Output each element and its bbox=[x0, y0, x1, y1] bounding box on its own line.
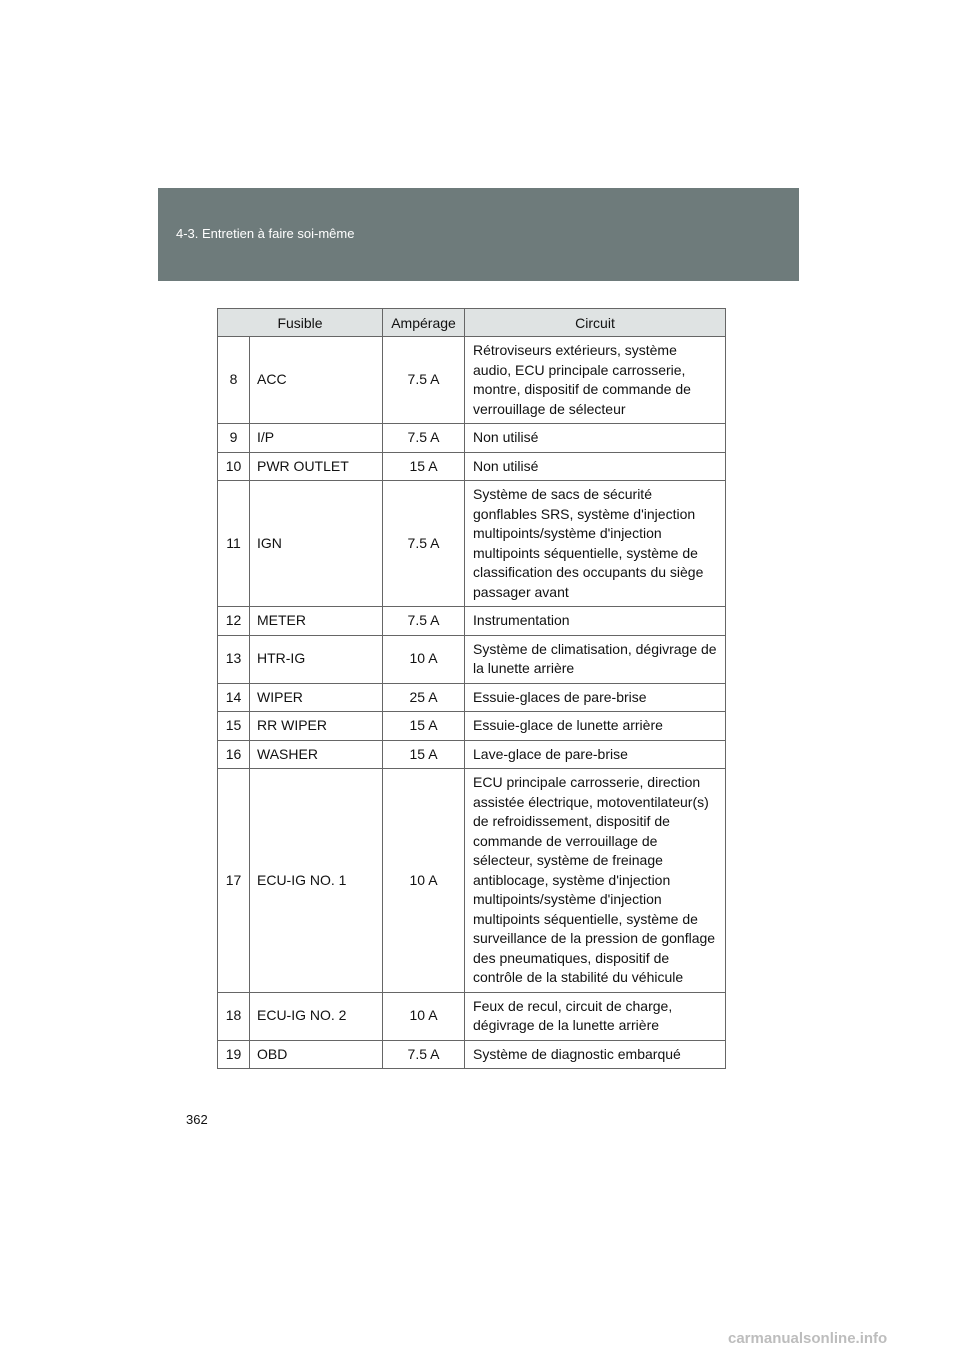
fuse-amperage: 10 A bbox=[383, 769, 465, 993]
table-row bbox=[218, 452, 726, 481]
fuse-circuit: Instrumentation bbox=[465, 607, 726, 636]
fuse-amperage: 7.5 A bbox=[383, 424, 465, 453]
fuse-name: WASHER bbox=[250, 740, 383, 769]
fuse-name: HTR-IG bbox=[250, 635, 383, 683]
fuse-number: 10 bbox=[218, 452, 250, 481]
fuse-amperage: 7.5 A bbox=[383, 481, 465, 607]
fuse-number: 14 bbox=[218, 683, 250, 712]
fuse-amperage: 10 A bbox=[383, 992, 465, 1040]
page-number: 362 bbox=[186, 1112, 208, 1127]
fuse-circuit: Système de sacs de sécurité gonflables SRS, système d'injection multipoints/système d'injection multipoints séquentielle, système de classification des occupants du siège passager avant bbox=[465, 481, 726, 607]
fuse-circuit: Non utilisé bbox=[465, 452, 726, 481]
table-row bbox=[218, 683, 726, 712]
fuse-amperage: 7.5 A bbox=[383, 1040, 465, 1069]
fuse-name: PWR OUTLET bbox=[250, 452, 383, 481]
header-fuse: Fusible bbox=[218, 309, 383, 337]
fuse-name: WIPER bbox=[250, 683, 383, 712]
fuse-name: ECU-IG NO. 2 bbox=[250, 992, 383, 1040]
fuse-name: METER bbox=[250, 607, 383, 636]
fuse-circuit: Feux de recul, circuit de charge, dégivrage de la lunette arrière bbox=[465, 992, 726, 1040]
fuse-circuit: ECU principale carrosserie, direction assistée électrique, motoventilateur(s) de refroidissement, dispositif de commande de verrouillage de sélecteur, système de freinage antiblocage, système d'injection multipoints/système d'injection multipoints séquentielle, système de surveillance de la pression de gonflage des pneumatiques, dispositif de contrôle de la stabilité du véhicule bbox=[465, 769, 726, 993]
table-row bbox=[218, 1040, 726, 1069]
fuse-circuit: Lave-glace de pare-brise bbox=[465, 740, 726, 769]
fuse-amperage: 25 A bbox=[383, 683, 465, 712]
fuse-circuit: Système de climatisation, dégivrage de la lunette arrière bbox=[465, 635, 726, 683]
fuse-circuit: Rétroviseurs extérieurs, système audio, ECU principale carrosserie, montre, dispositif de commande de verrouillage de sélecteur bbox=[465, 337, 726, 424]
fuse-name: IGN bbox=[250, 481, 383, 607]
fuse-name: RR WIPER bbox=[250, 712, 383, 741]
table-header-row bbox=[218, 309, 726, 337]
fuse-circuit: Essuie-glace de lunette arrière bbox=[465, 712, 726, 741]
fuse-number: 12 bbox=[218, 607, 250, 636]
table-row bbox=[218, 740, 726, 769]
fuse-number: 13 bbox=[218, 635, 250, 683]
fuse-name: ACC bbox=[250, 337, 383, 424]
fuse-amperage: 15 A bbox=[383, 452, 465, 481]
watermark: carmanualsonline.info bbox=[728, 1330, 888, 1347]
table-row bbox=[218, 635, 726, 683]
fuse-number: 17 bbox=[218, 769, 250, 993]
table-row bbox=[218, 481, 726, 607]
table-row bbox=[218, 424, 726, 453]
fuse-amperage: 10 A bbox=[383, 635, 465, 683]
fuse-amperage: 7.5 A bbox=[383, 337, 465, 424]
fuse-number: 11 bbox=[218, 481, 250, 607]
fuse-name: OBD bbox=[250, 1040, 383, 1069]
fuse-name: I/P bbox=[250, 424, 383, 453]
header-circuit: Circuit bbox=[465, 309, 726, 337]
table-row bbox=[218, 992, 726, 1040]
fuse-amperage: 15 A bbox=[383, 740, 465, 769]
fuse-name: ECU-IG NO. 1 bbox=[250, 769, 383, 993]
fuse-number: 16 bbox=[218, 740, 250, 769]
table-row bbox=[218, 712, 726, 741]
fuse-circuit: Non utilisé bbox=[465, 424, 726, 453]
fuse-amperage: 7.5 A bbox=[383, 607, 465, 636]
section-title: 4-3. Entretien à faire soi-même bbox=[176, 226, 355, 241]
table-row bbox=[218, 337, 726, 424]
fuse-number: 18 bbox=[218, 992, 250, 1040]
header-amperage: Ampérage bbox=[383, 309, 465, 337]
fuse-number: 19 bbox=[218, 1040, 250, 1069]
fuse-circuit: Essuie-glaces de pare-brise bbox=[465, 683, 726, 712]
table-row bbox=[218, 769, 726, 993]
fuse-table bbox=[217, 308, 726, 1069]
table-row bbox=[218, 607, 726, 636]
fuse-number: 8 bbox=[218, 337, 250, 424]
fuse-number: 15 bbox=[218, 712, 250, 741]
fuse-amperage: 15 A bbox=[383, 712, 465, 741]
fuse-circuit: Système de diagnostic embarqué bbox=[465, 1040, 726, 1069]
fuse-number: 9 bbox=[218, 424, 250, 453]
